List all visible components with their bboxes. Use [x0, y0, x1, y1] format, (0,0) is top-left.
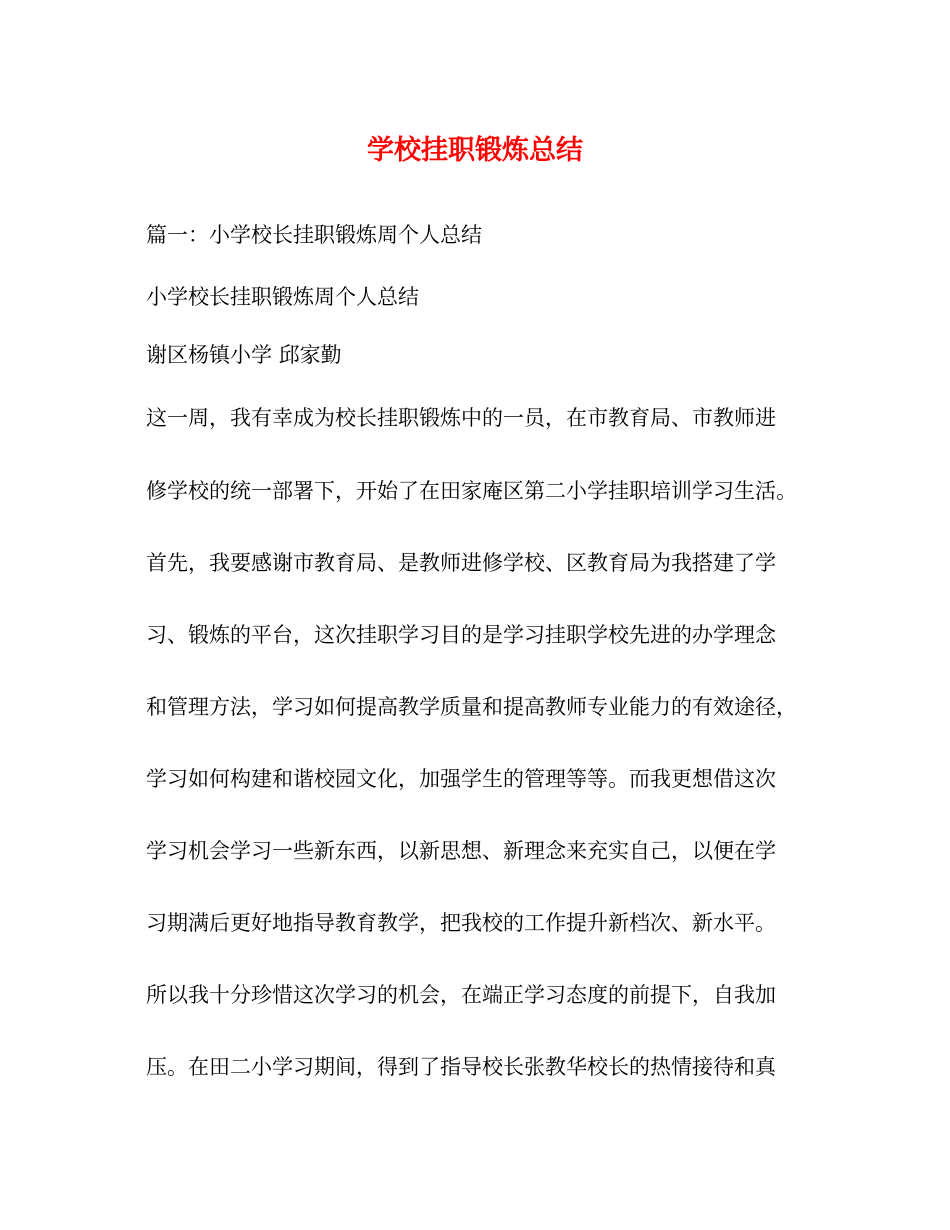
subtitle: 小学校长挂职锻炼周个人总结 — [146, 285, 419, 309]
body-line: 首先，我要感谢市教育局、是教师进修学校、区教育局为我搭建了学 — [146, 551, 776, 575]
document-title: 学校挂职锻炼总结 — [367, 135, 583, 166]
section-heading: 篇一：小学校长挂职锻炼周个人总结 — [146, 223, 482, 247]
author-line: 谢区杨镇小学 邱家勤 — [146, 343, 342, 367]
body-line: 所以我十分珍惜这次学习的机会，在端正学习态度的前提下，自我加 — [146, 983, 776, 1007]
body-line: 学习如何构建和谐校园文化，加强学生的管理等等。而我更想借这次 — [146, 767, 776, 791]
body-line: 习期满后更好地指导教育教学，把我校的工作提升新档次、新水平。 — [146, 911, 776, 935]
body-line: 和管理方法，学习如何提高教学质量和提高教师专业能力的有效途径， — [146, 695, 797, 719]
body-line: 习、锻炼的平台，这次挂职学习目的是学习挂职学校先进的办学理念 — [146, 623, 776, 647]
body-line: 压。在田二小学习期间，得到了指导校长张教华校长的热情接待和真 — [146, 1055, 776, 1079]
body-line: 修学校的统一部署下，开始了在田家庵区第二小学挂职培训学习生活。 — [146, 479, 797, 503]
body-line: 这一周，我有幸成为校长挂职锻炼中的一员，在市教育局、市教师进 — [146, 406, 776, 430]
body-line: 学习机会学习一些新东西，以新思想、新理念来充实自己，以便在学 — [146, 839, 776, 863]
